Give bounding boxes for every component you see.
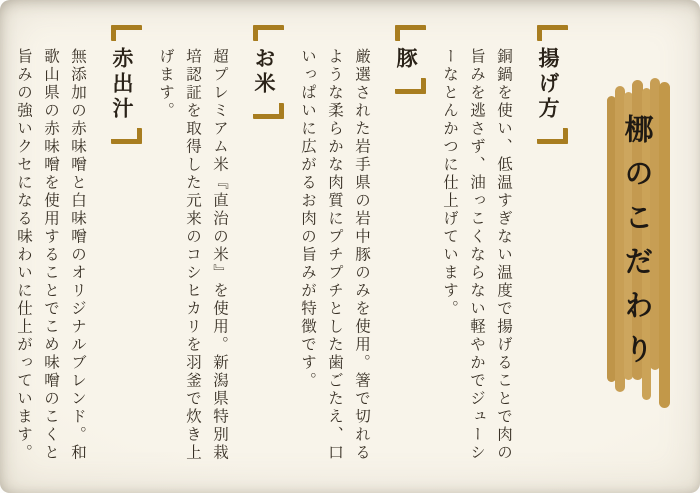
text-column: ような柔らかな肉質にプチプチとした歯ごたえ、口 (326, 48, 344, 462)
section-title: 豚 (394, 47, 419, 72)
text-column: 超プレミアム米『直治の米』を使用。新潟県特別栽 (211, 48, 229, 462)
section-title: お米 (252, 47, 277, 97)
text-column: 培認証を取得した元来のコシヒカリを羽釜で炊き上 (184, 48, 202, 462)
text-column: 歌山県の赤味噌を使用することでこめ味噌のこくと (42, 48, 60, 462)
section-body-okome (152, 0, 233, 493)
text-column: 無添加の赤味噌と白味噌のオリジナルブレンド。和 (69, 48, 87, 462)
section-body-agekata (436, 0, 517, 493)
bracket-bottom-icon (253, 103, 284, 119)
text-column: 厳選された岩手県の岩中豚のみを使用。箸で切れる (353, 48, 371, 462)
text-column: げます。 (157, 48, 175, 120)
section-akadashi (10, 0, 142, 493)
section-body-akadashi (10, 0, 91, 493)
bracket-top-icon (253, 25, 284, 41)
section-header-okome (247, 0, 284, 493)
text-column: 旨みの強いクセになる味わいに仕上がっています。 (15, 48, 33, 462)
section-header-agekata (531, 0, 568, 493)
text-column: ーなとんかつに仕上げています。 (441, 48, 459, 318)
section-header-buta (389, 0, 426, 493)
section-buta (294, 0, 426, 493)
text-column: 銅鍋を使い、低温すぎない温度で揚げることで肉の (495, 48, 513, 462)
section-okome (152, 0, 284, 493)
brand-banner (600, 76, 676, 410)
bracket-top-icon (395, 25, 426, 41)
bracket-bottom-icon (395, 78, 426, 94)
bracket-bottom-icon (537, 128, 568, 144)
section-agekata (436, 0, 568, 493)
banner-title: 梛のこだわり (620, 114, 655, 378)
bracket-bottom-icon (111, 128, 142, 144)
section-header-akadashi (105, 0, 142, 493)
text-column: いっぱいに広がるお肉の旨みが特徴です。 (299, 48, 317, 390)
section-title: 赤出汁 (110, 47, 135, 122)
section-body-buta (294, 0, 375, 493)
section-title: 揚げ方 (536, 47, 561, 122)
bracket-top-icon (537, 25, 568, 41)
text-column: 旨みを逃さず、油っこくならない軽やかでジューシ (468, 48, 486, 462)
bracket-top-icon (111, 25, 142, 41)
